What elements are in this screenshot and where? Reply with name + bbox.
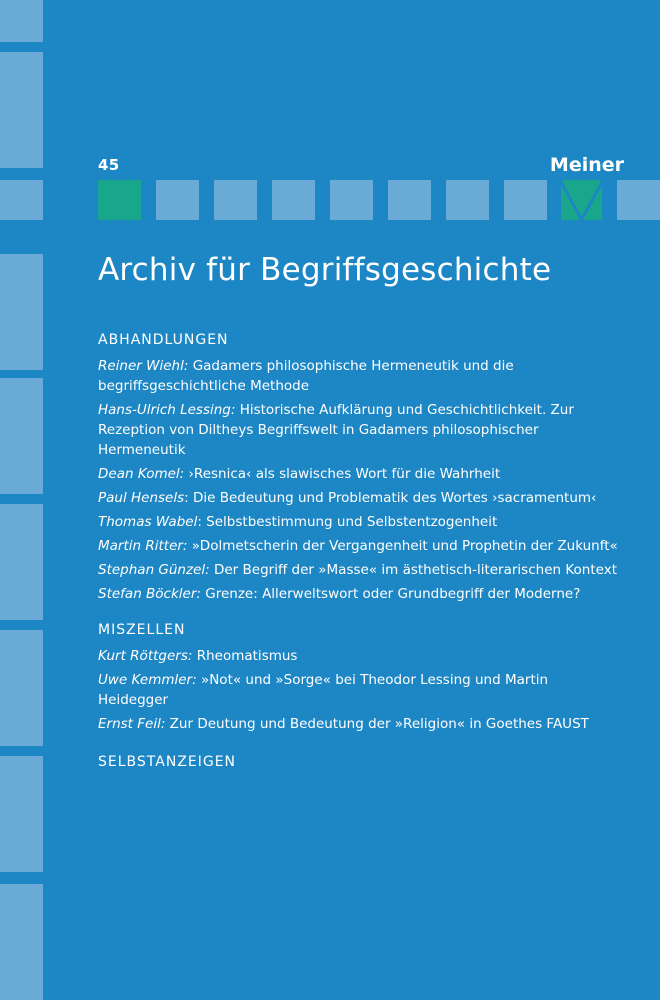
band-square [214, 180, 257, 220]
publisher-name: Meiner [549, 154, 624, 176]
entry-title: : Die Bedeutung und Problematik des Wortes ›sacramentum‹ [184, 490, 597, 506]
entry-author: Kurt Röttgers: [98, 648, 193, 664]
band-square [446, 180, 489, 220]
table-of-contents [98, 330, 618, 772]
entry-author: Ernst Feil: [98, 716, 166, 732]
toc-entry [98, 670, 618, 710]
entry-title: Der Begriff der »Masse« im ästhetisch-literarischen Kontext [213, 562, 617, 578]
entry-author: Uwe Kemmler: [98, 672, 197, 688]
entry-author: Reiner Wiehl: [98, 358, 189, 374]
entry-title: Historische Aufklärung und Geschichtlichkeit. Zur Rezeption von Diltheys Begriffswelt in Gadamers philosophischer Hermeneutik [98, 402, 574, 458]
band-square [156, 180, 199, 220]
entry-title: Zur Deutung und Bedeutung der »Religion« in Goethes FAUST [169, 716, 589, 732]
band-square [272, 180, 315, 220]
toc-entry [98, 536, 618, 556]
strip-segment [0, 52, 43, 168]
toc-entry [98, 584, 618, 604]
toc-entry [98, 714, 618, 734]
strip-segment [0, 0, 43, 42]
strip-segment [0, 504, 43, 620]
toc-entry [98, 646, 618, 666]
toc-entry [98, 512, 618, 532]
band-square [330, 180, 373, 220]
toc-entry [98, 356, 618, 396]
strip-segment [0, 756, 43, 872]
entry-title: Grenze: Allerweltswort oder Grundbegriff der Moderne? [205, 586, 581, 602]
strip-segment [0, 884, 43, 1000]
entry-title: ›Resnica‹ als slawisches Wort für die Wahrheit [188, 466, 501, 482]
toc-entry [98, 400, 618, 460]
band-square [617, 180, 660, 220]
entry-author: Paul Hensels [98, 490, 185, 506]
accent-square [98, 180, 141, 220]
journal-title: Archiv für Begriffsgeschichte [98, 252, 552, 288]
entry-author: Hans-Ulrich Lessing: [98, 402, 236, 418]
strip-segment [0, 378, 43, 494]
entry-author: Stephan Günzel: [98, 562, 210, 578]
issue-number: 45 [98, 156, 120, 174]
entry-title: Gadamers philosophische Hermeneutik und die begriffsgeschichtliche Methode [98, 358, 514, 394]
entry-author: Stefan Böckler: [98, 586, 201, 602]
entry-title: »Dolmetscherin der Vergangenheit und Prophetin der Zukunft« [191, 538, 618, 554]
entry-title: : Selbstbestimmung und Selbstentzogenheit [197, 514, 498, 530]
strip-segment [0, 630, 43, 746]
square-band [0, 180, 660, 220]
entry-author: Dean Komel: [98, 466, 185, 482]
toc-entry [98, 488, 618, 508]
entry-title: Rheomatismus [196, 648, 298, 664]
toc-entry [98, 560, 618, 580]
publisher-logo-icon [560, 180, 603, 220]
section-heading-miszellen: MISZELLEN [98, 622, 186, 638]
section-heading-abhandlungen: ABHANDLUNGEN [98, 332, 229, 348]
entry-title: »Not« und »Sorge« bei Theodor Lessing und Martin Heidegger [98, 672, 549, 708]
entry-author: Martin Ritter: [98, 538, 188, 554]
toc-entry [98, 464, 618, 484]
entry-author: Thomas Wabel [98, 514, 198, 530]
band-square [504, 180, 547, 220]
band-square [388, 180, 431, 220]
strip-segment [0, 254, 43, 370]
left-decorative-strip [0, 0, 43, 1000]
section-heading-selbstanzeigen: SELBSTANZEIGEN [98, 754, 237, 770]
